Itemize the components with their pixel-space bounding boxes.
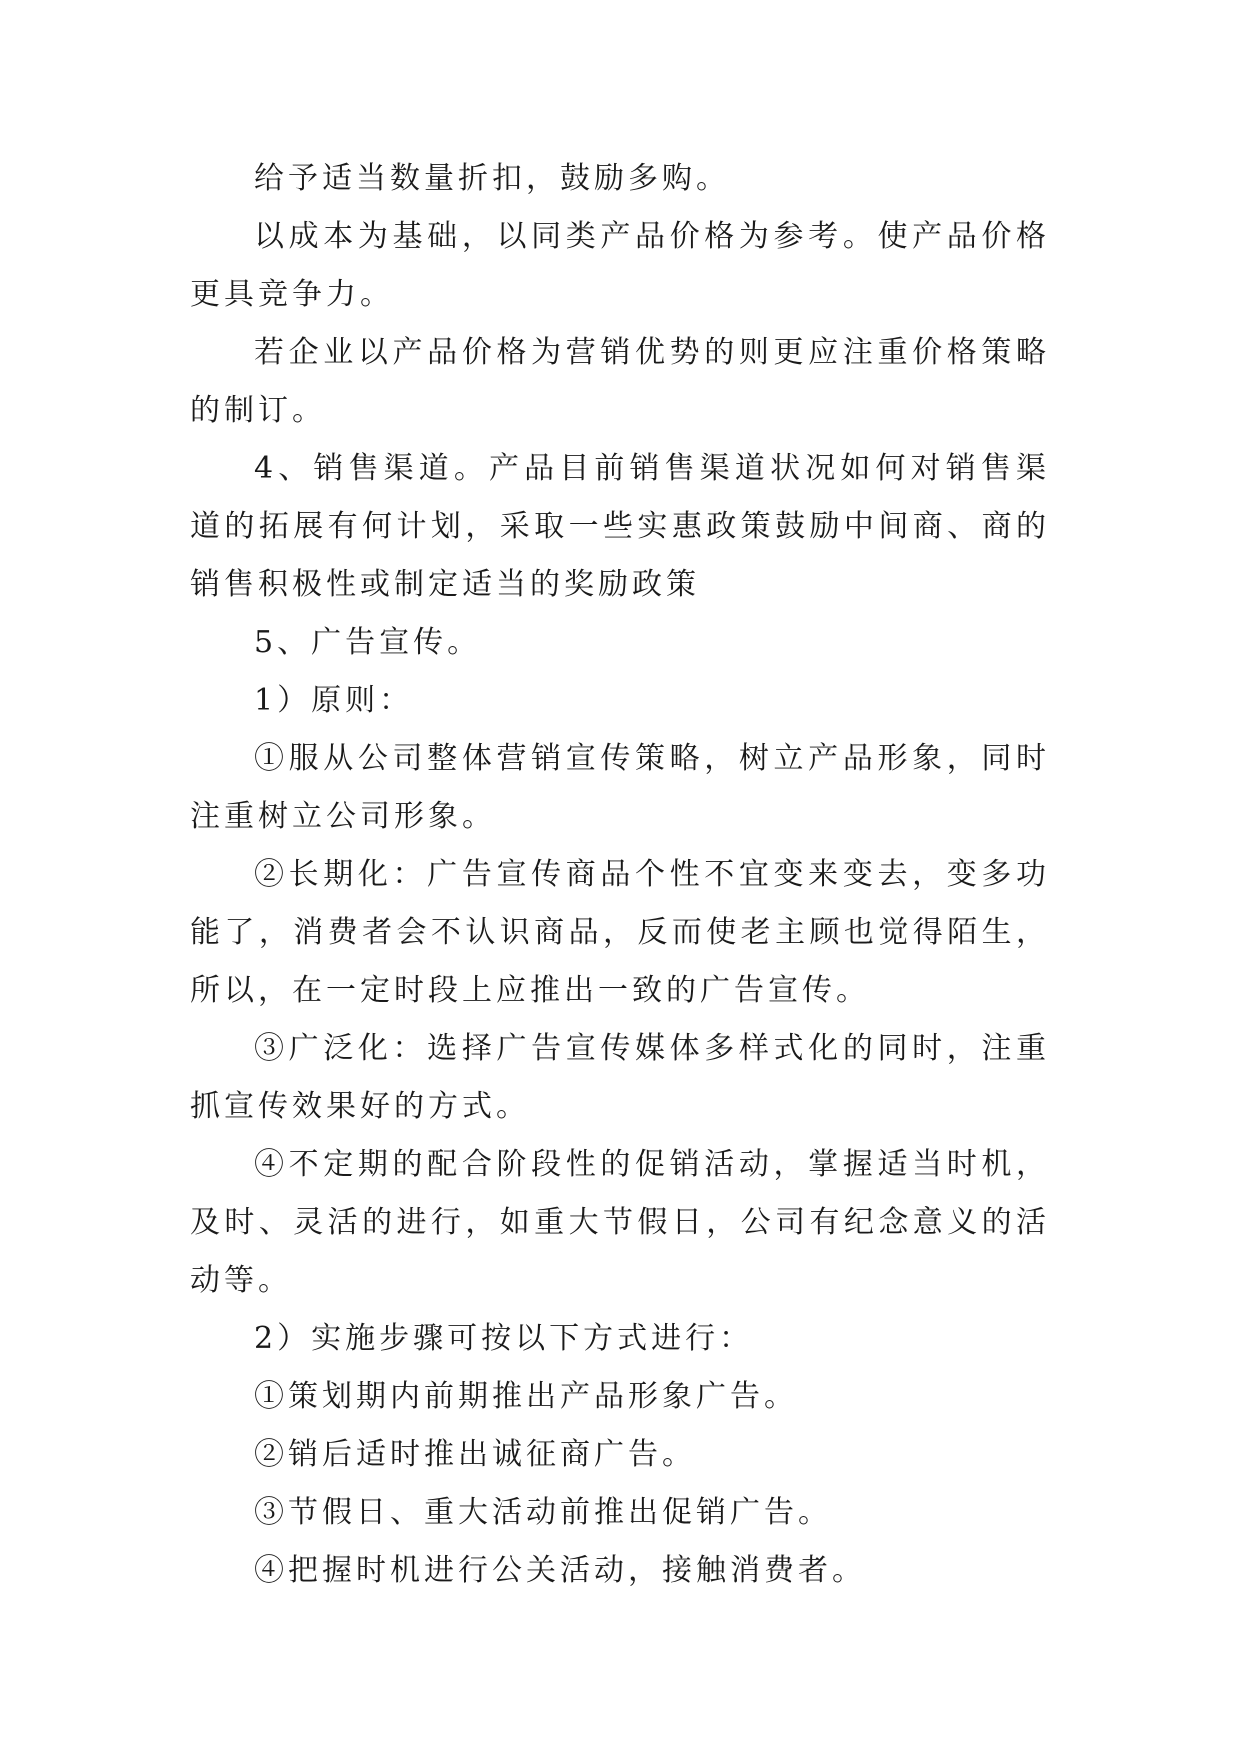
paragraph: 若企业以产品价格为营销优势的则更应注重价格策略的制订。 [190, 335, 1050, 428]
paragraph: 以成本为基础，以同类产品价格为参考。使产品价格更具竞争力。 [190, 219, 1050, 312]
paragraph: 4、销售渠道。产品目前销售渠道状况如何对销售渠道的拓展有何计划，采取一些实惠政策鼓励中间商、商的销售积极性或制定适当的奖励政策 [190, 451, 1050, 602]
paragraph: ③节假日、重大活动前推出促销广告。 [254, 1495, 832, 1530]
paragraph: ③广泛化：选择广告宣传媒体多样式化的同时，注重抓宣传效果好的方式。 [190, 1031, 1050, 1124]
paragraph: ①策划期内前期推出产品形象广告。 [254, 1379, 798, 1414]
paragraph: 2）实施步骤可按以下方式进行： [254, 1321, 754, 1356]
paragraph: ④不定期的配合阶段性的促销活动，掌握适当时机，及时、灵活的进行，如重大节假日，公司有纪念意义的活动等。 [190, 1147, 1050, 1298]
paragraph: 给予适当数量折扣，鼓励多购。 [254, 161, 730, 196]
paragraph: ②销后适时推出诚征商广告。 [254, 1437, 696, 1472]
paragraph: 5、广告宣传。 [254, 625, 482, 660]
paragraph: ④把握时机进行公关活动，接触消费者。 [254, 1553, 866, 1588]
paragraph: 1）原则： [254, 683, 414, 718]
paragraph: ①服从公司整体营销宣传策略，树立产品形象，同时注重树立公司形象。 [190, 741, 1050, 834]
document-body [190, 150, 1050, 1600]
paragraph: ②长期化：广告宣传商品个性不宜变来变去，变多功能了，消费者会不认识商品，反而使老主顾也觉得陌生，所以，在一定时段上应推出一致的广告宣传。 [190, 857, 1050, 1008]
